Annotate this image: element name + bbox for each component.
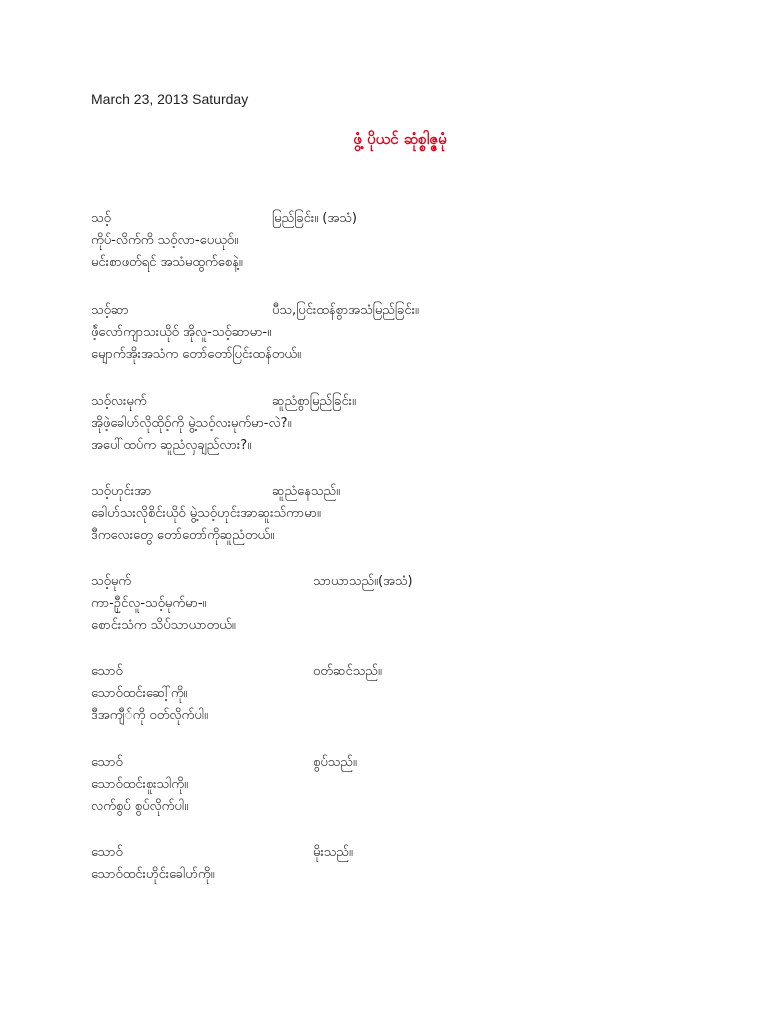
dictionary-entry <box>91 300 711 366</box>
dictionary-entry <box>91 208 711 274</box>
entry-meaning: ဆူညံစွာမြည်ခြင်း။ <box>272 394 356 409</box>
entry-example: ကာ-ဦှင်လူ-သဝ့်မုက်မာ-။ <box>91 596 207 611</box>
entry-translation: စောင်းသံက သိပ်သာယာတယ်။ <box>91 618 236 633</box>
entry-word: သောဝ် <box>91 664 123 679</box>
document-date: March 23, 2013 Saturday <box>91 91 249 107</box>
entry-meaning: မြည်ခြင်း။ (အသံ) <box>272 211 357 226</box>
entry-head <box>91 300 711 322</box>
entry-meaning: သာယာသည်။(အသံ) <box>313 574 413 589</box>
entry-word: သောဝ် <box>91 845 123 860</box>
entry-head <box>91 842 711 864</box>
entry-head <box>91 571 711 593</box>
document-title: ဖွံ့ ပိုယင် ဆုံစ္စါဇ္ဇမုံ <box>353 130 447 148</box>
entry-word: သဝ့်မုက် <box>91 574 132 589</box>
entry-example: အိုဖဲ့ခေါဟ်လိုထိုဝ့်ကို မွဲ့သဝ့်လးမုက်မာ-လဲ?။ <box>91 416 292 431</box>
entry-example: သောဝ်ထင်းစူးသါကို။ <box>91 777 188 792</box>
dictionary-entry <box>91 842 711 886</box>
entry-meaning: ဝတ်ဆင်သည်။ <box>313 664 382 679</box>
entry-translation: လက်စွပ် စွပ်လိုက်ပါ။ <box>91 799 188 814</box>
entry-translation: ဒီအကျီ်ကို ဝတ်လိုက်ပါ။ <box>91 708 208 723</box>
entry-head <box>91 661 711 683</box>
entry-word: သဝ့်လးမုက် <box>91 394 147 409</box>
entry-meaning: ဆူညံနေသည်။ <box>272 484 340 499</box>
dictionary-entry <box>91 391 711 457</box>
entry-meaning: မိုးသည်။ <box>313 845 353 860</box>
entry-translation: မင်းစာဖတ်ရင် အသံမထွက်စေနဲ့။ <box>91 255 243 270</box>
dictionary-entry <box>91 752 711 818</box>
entry-meaning: စွပ်သည်။ <box>313 755 357 770</box>
entry-example: သောဝ်ထင်းဟိုင်းခေါဟ်ကို။ <box>91 867 215 882</box>
entry-head <box>91 481 711 503</box>
dictionary-entry <box>91 481 711 547</box>
entry-head <box>91 391 711 413</box>
entry-word: သောဝ် <box>91 755 123 770</box>
entry-word: သဝ့်ဆာ <box>91 303 129 318</box>
entry-translation: မျောက်အိုးအသံက တော်တော်ပြင်းထန်တယ်။ <box>91 347 301 362</box>
entry-translation: ဒီကလေးတွေ တော်တော်ကိုဆူညံတယ်။ <box>91 528 275 543</box>
entry-meaning: ပီသ,ပြင်းထန်စွာအသံမြည်ခြင်း။ <box>272 303 419 318</box>
entry-example: သောဝ်ထင်းဆေါ့်ကို။ <box>91 686 188 701</box>
entry-example: ခေါဟ်သးလိုစိင်းယိုဝ် မွဲ့သဝ့်ဟုင်းအာဆူးသ်ကာမာ။ <box>91 506 321 521</box>
entry-translation: အပေါ်ထပ်က ဆူညံလှချည်လား?။ <box>91 438 252 453</box>
dictionary-entry <box>91 571 711 637</box>
entry-example: ကိုပ်-လိက်ကိ သဝ့်လာ-ပေယုဝ်။ <box>91 233 239 248</box>
entry-head <box>91 208 711 230</box>
entry-word: သဝ့် <box>91 211 111 226</box>
entry-head <box>91 752 711 774</box>
entry-word: သဝ့်ဟုင်းအာ <box>91 484 152 499</box>
dictionary-entry <box>91 661 711 727</box>
entry-example: ဖဲ့်လော်ကျာသးယိုဝ် အိုလူ-သဝ့်ဆာမာ-။ <box>91 325 272 340</box>
